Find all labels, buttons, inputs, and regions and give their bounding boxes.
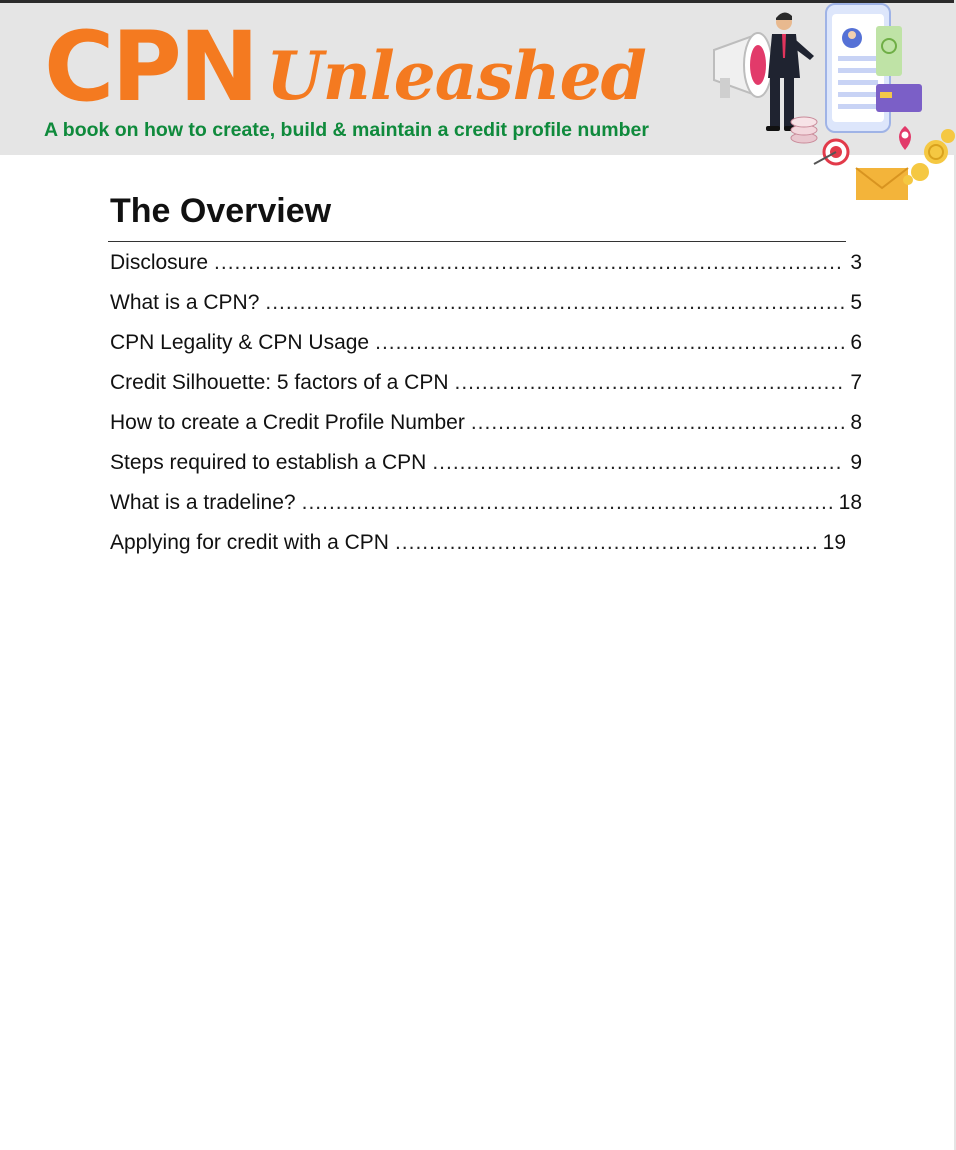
toc-entry-label: Disclosure (110, 251, 209, 274)
toc-entry-disclosure[interactable] (110, 243, 862, 283)
toc-entry-leader (214, 243, 844, 283)
map-pin-icon (899, 126, 911, 150)
toc-entry-page: 9 (850, 451, 862, 474)
toc-entry-leader (302, 483, 833, 523)
toc-entry-applying-credit[interactable] (110, 523, 846, 563)
toc-entry-leader (455, 363, 845, 403)
megaphone-icon (714, 33, 772, 98)
credit-card-icon (876, 84, 922, 112)
toc-entry-page: 8 (850, 411, 862, 434)
toc-entry-label: Steps required to establish a CPN (110, 451, 427, 474)
tagline: A book on how to create, build & maintain a credit profile number (44, 119, 649, 141)
toc-entry-credit-silhouette[interactable] (110, 363, 862, 403)
toc-entry-leader (432, 443, 844, 483)
toc-entry-steps-required[interactable] (110, 443, 862, 483)
toc-entry-how-to-create[interactable] (110, 403, 862, 443)
toc-entry-page: 3 (850, 251, 862, 274)
toc-title: The Overview (110, 192, 332, 230)
toc-entry-leader (395, 523, 817, 563)
toc-entry-page: 6 (850, 331, 862, 354)
toc-entry-page: 5 (850, 291, 862, 314)
coin-stack-icon (791, 117, 817, 143)
toc-entry-leader (265, 283, 844, 323)
toc-title-rule (108, 241, 846, 242)
envelope-icon (856, 168, 908, 200)
toc-entry-leader (471, 403, 845, 443)
toc-entry-what-is-cpn[interactable] (110, 283, 862, 323)
toc-entry-label: How to create a Credit Profile Number (110, 411, 465, 434)
toc-entry-label: CPN Legality & CPN Usage (110, 331, 370, 354)
toc-entry-label: What is a tradeline? (110, 491, 296, 514)
toc-entry-leader (375, 323, 844, 363)
brand-logo (44, 11, 646, 123)
toc-entry-page: 7 (850, 371, 862, 394)
brand-unleashed-text: Unleashed (266, 37, 646, 115)
toc-entry-tradeline[interactable] (110, 483, 862, 523)
toc-entry-page: 18 (838, 491, 862, 514)
marketing-illustration-icon (700, 0, 956, 210)
brand-cpn-text: CPN (44, 11, 257, 123)
toc-entry-label: Applying for credit with a CPN (110, 531, 389, 554)
toc-entry-legality-usage[interactable] (110, 323, 862, 363)
toc-entry-label: Credit Silhouette: 5 factors of a CPN (110, 371, 449, 394)
fingerprint-card-icon (876, 26, 902, 76)
toc-entry-page: 19 (822, 531, 846, 554)
target-icon (814, 140, 848, 164)
toc-entry-label: What is a CPN? (110, 291, 260, 314)
businessman-icon (766, 12, 814, 131)
